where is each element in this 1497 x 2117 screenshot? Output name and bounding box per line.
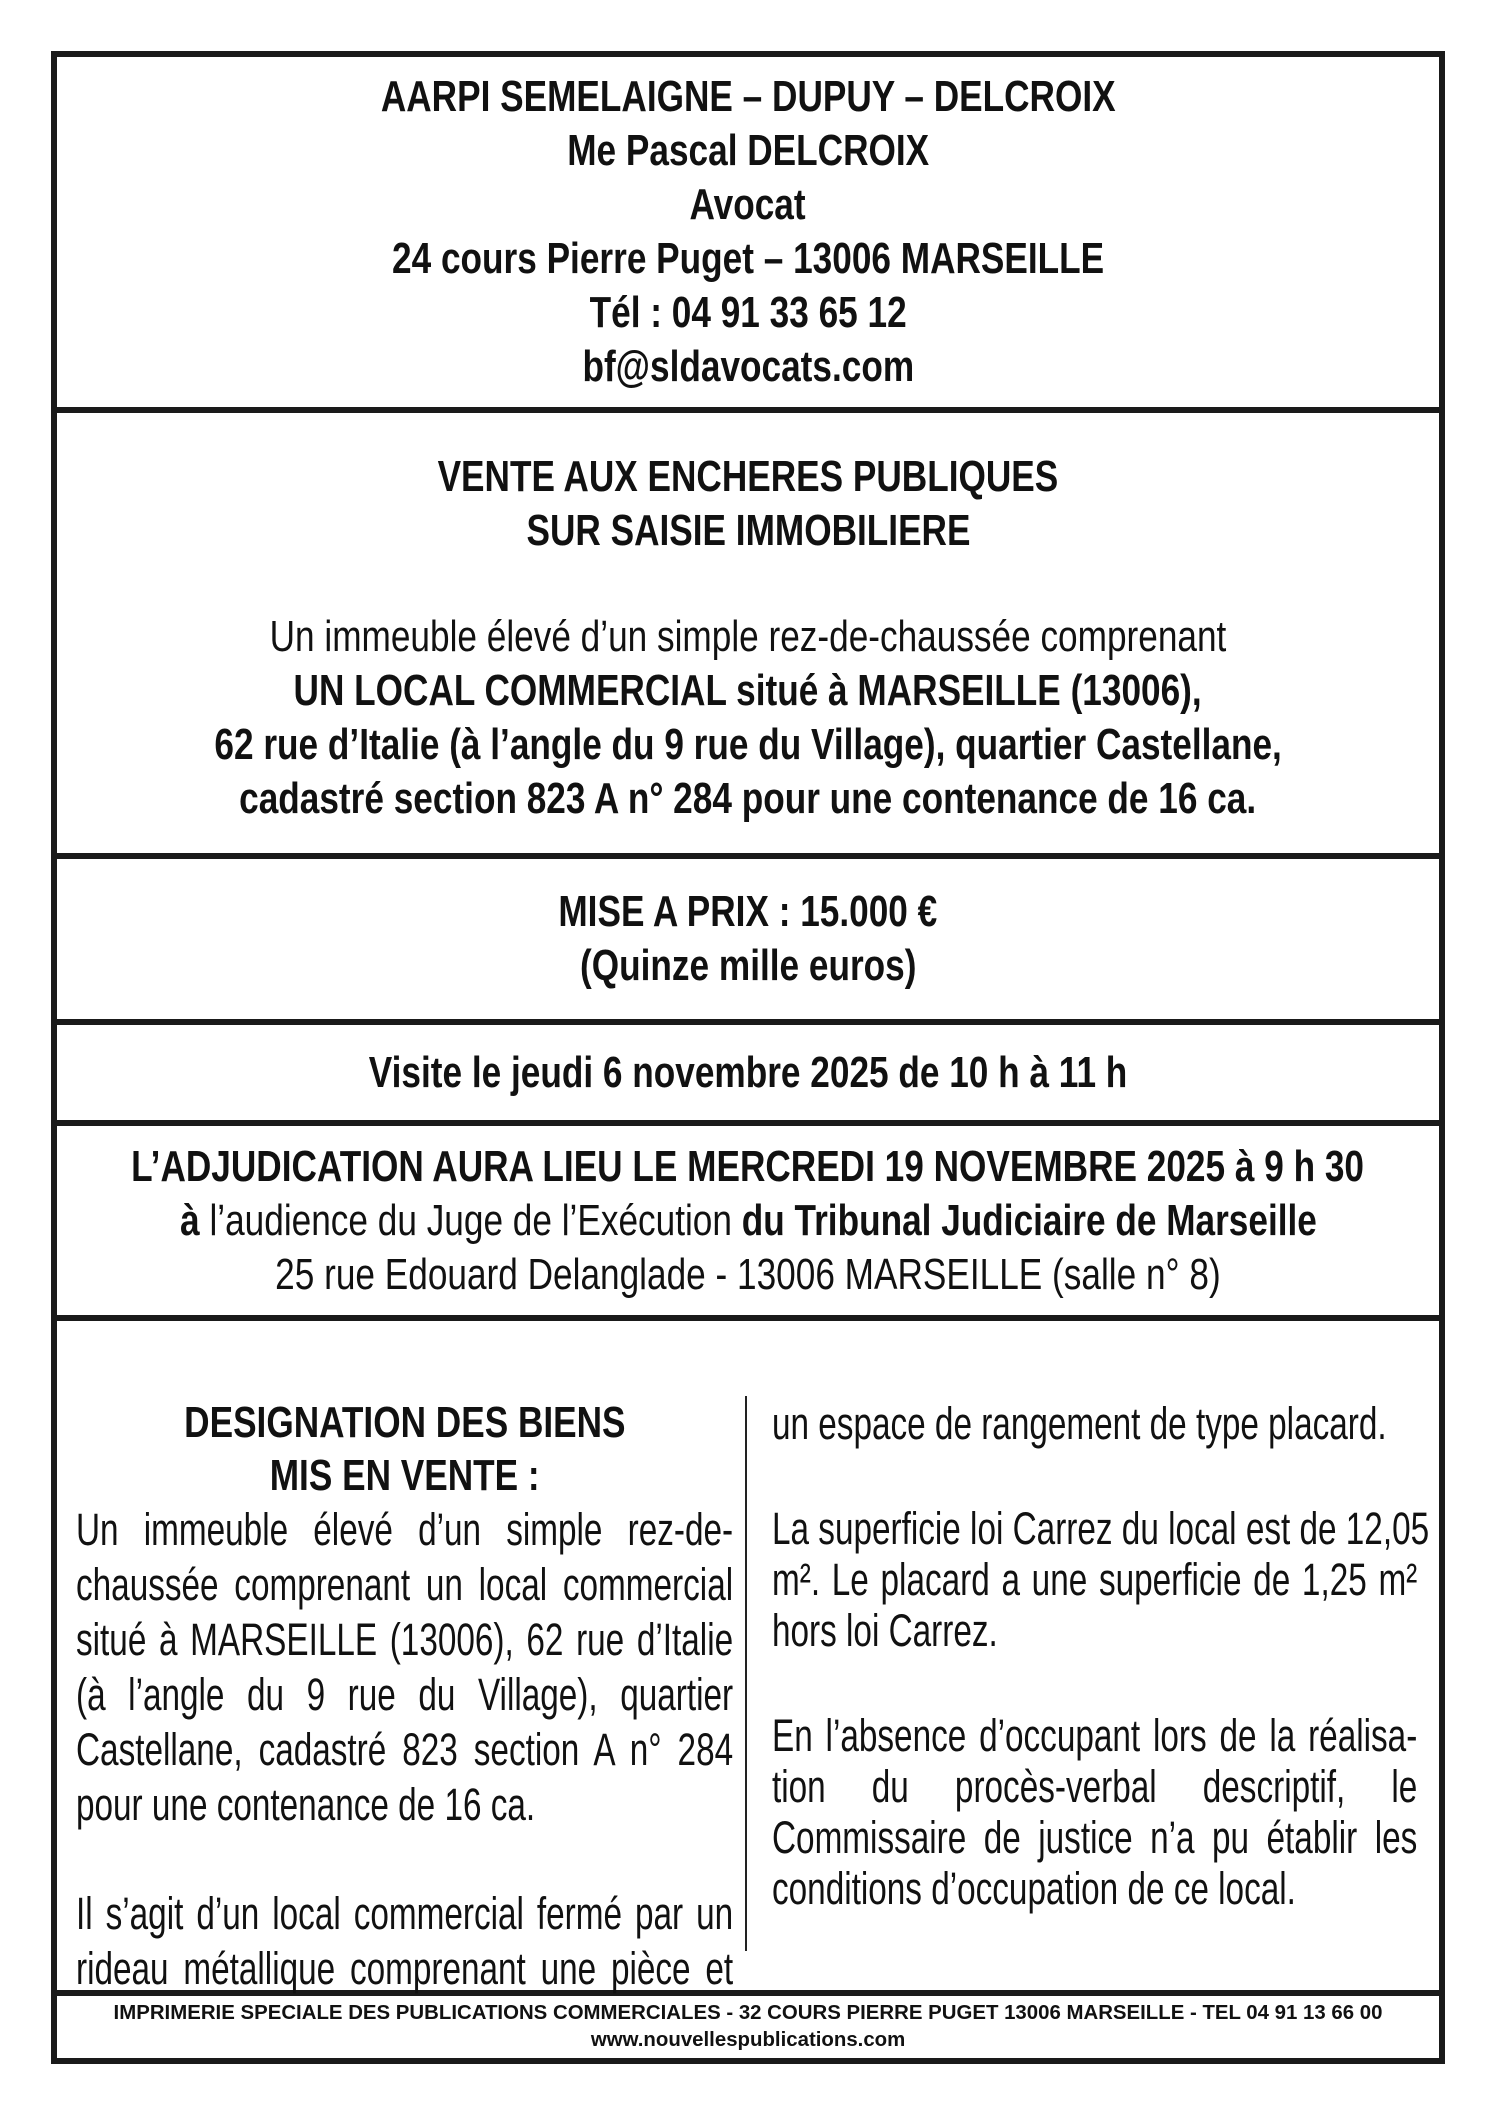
right-column	[772, 1321, 1430, 1914]
legal-notice	[51, 51, 1445, 2064]
property-detail: UN LOCAL COMMERCIAL situé à MARSEILLE (13006),	[293, 666, 1203, 715]
court-name: du Tribunal Judiciaire de Marseille	[741, 1195, 1317, 1245]
text-line: situé à MARSEILLE (13006), 62 rue d’Italie	[76, 1614, 734, 1665]
property-intro: Un immeuble élevé d’un simple rez-de-chaussée comprenant	[269, 612, 1227, 661]
text-line: rideau métallique comprenant une pièce et	[76, 1943, 734, 1994]
starting-price: MISE A PRIX : 15.000 €	[558, 887, 938, 936]
text-line: Un immeuble élevé d’un simple rez-de-	[76, 1504, 734, 1555]
text-line: Il s’agit d’un local commercial fermé par un	[76, 1888, 734, 1939]
text-line: pour une contenance de 16 ca.	[76, 1779, 536, 1830]
adjudication-court	[180, 1194, 1317, 1248]
text-line: hors loi Carrez.	[772, 1605, 998, 1656]
adjudication-section	[57, 1126, 1439, 1321]
law-firm-name: AARPI SEMELAIGNE – DUPUY – DELCROIX	[380, 72, 1116, 121]
lawyer-header	[57, 57, 1439, 413]
printer-website[interactable]: www.nouvellespublications.com	[590, 2029, 906, 2051]
court-hearing: l’audience du Juge de l’Exécution	[199, 1195, 742, 1245]
text-line: Castellane, cadastré 823 section A n° 284	[76, 1724, 734, 1775]
text-line: chaussée comprenant un local commercial	[76, 1559, 734, 1610]
lawyer-address: 24 cours Pierre Puget – 13006 MARSEILLE	[391, 234, 1105, 283]
lawyer-title: Avocat	[689, 180, 807, 229]
text-line: m². Le placard a une superficie de 1,25 m²	[772, 1554, 1418, 1605]
court-prefix: à	[179, 1195, 200, 1245]
visit-date: Visite le jeudi 6 novembre 2025 de 10 h à 11 h	[368, 1047, 1128, 1097]
printer-info: IMPRIMERIE SPECIALE DES PUBLICATIONS COMMERCIALES - 32 COURS PIERRE PUGET 13006 MARSEILLE - TEL 04 91 13 66 00	[113, 2002, 1383, 2024]
adjudication-date: L’ADJUDICATION AURA LIEU LE MERCREDI 19 NOVEMBRE 2025 à 9 h 30	[131, 1141, 1365, 1191]
text-line: conditions d’occupation de ce local.	[772, 1863, 1296, 1914]
property-detail: cadastré section 823 A n° 284 pour une contenance de 16 ca.	[239, 774, 1257, 823]
column-divider	[745, 1396, 747, 1951]
property-detail: 62 rue d’Italie (à l’angle du 9 rue du Village), quartier Castellane,	[214, 720, 1282, 769]
lawyer-email[interactable]: bf@sldavocats.com	[582, 342, 914, 391]
left-column-text	[76, 1502, 733, 1996]
left-column	[76, 1321, 733, 1996]
starting-price-words: (Quinze mille euros)	[579, 941, 917, 990]
printer-footer	[57, 1996, 1439, 2058]
lawyer-phone: Tél : 04 91 33 65 12	[589, 288, 907, 337]
designation-title: MIS EN VENTE :	[269, 1451, 540, 1500]
sale-title: VENTE AUX ENCHERES PUBLIQUES	[437, 452, 1059, 501]
lawyer-name: Me Pascal DELCROIX	[567, 126, 929, 175]
designation-title: DESIGNATION DES BIENS	[183, 1398, 626, 1447]
text-line: La superficie loi Carrez du local est de 12,05	[772, 1503, 1430, 1554]
text-line: En l’absence d’occupant lors de la réalisa-	[772, 1710, 1418, 1761]
text-line: (à l’angle du 9 rue du Village), quartier	[76, 1669, 734, 1720]
price-section	[57, 859, 1439, 1025]
visit-section	[57, 1025, 1439, 1126]
sale-section	[57, 413, 1439, 859]
court-address: 25 rue Edouard Delanglade - 13006 MARSEILLE (salle n° 8)	[275, 1249, 1221, 1299]
text-line: tion du procès-verbal descriptif, le	[772, 1761, 1418, 1812]
right-column-text	[772, 1398, 1430, 1914]
text-line: Commissaire de justice n’a pu établir les	[772, 1812, 1418, 1863]
sale-subtitle: SUR SAISIE IMMOBILIERE	[526, 506, 970, 555]
designation-section	[57, 1321, 1439, 1996]
text-line: un espace de rangement de type placard.	[772, 1398, 1387, 1449]
